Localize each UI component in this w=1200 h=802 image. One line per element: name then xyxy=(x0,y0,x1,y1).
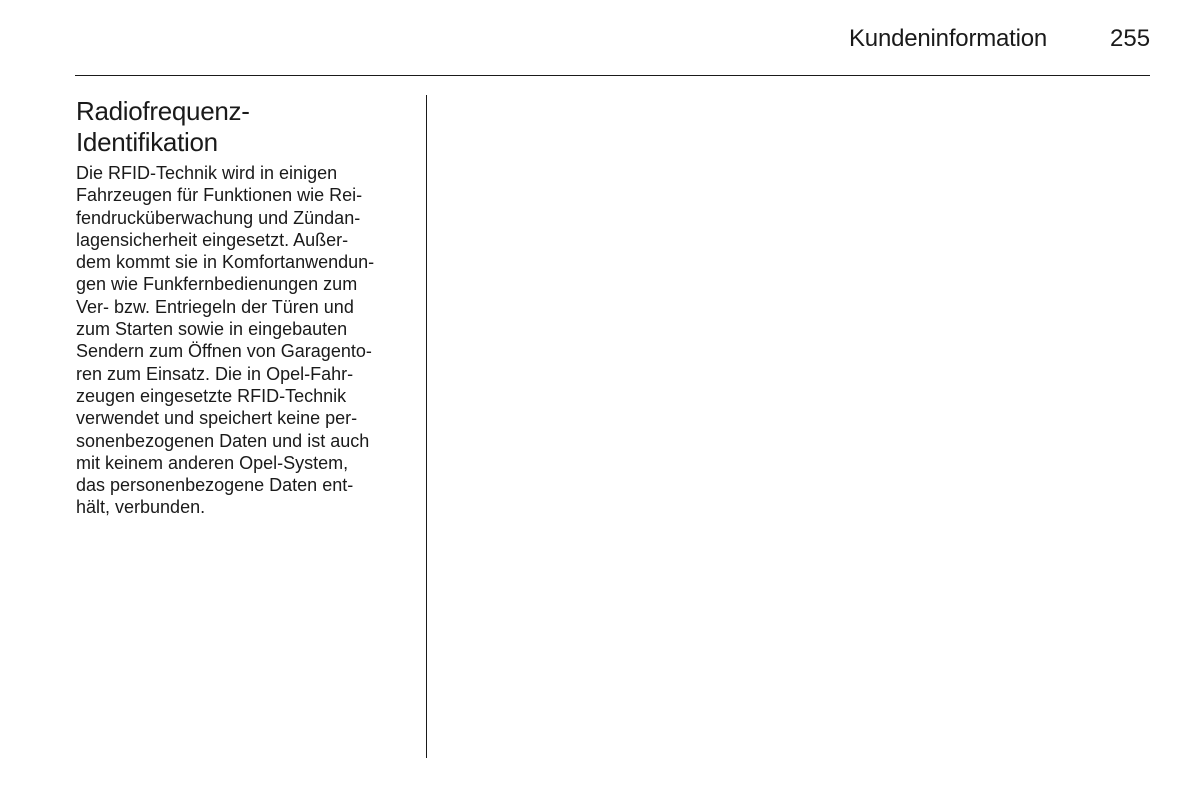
body-line: ren zum Einsatz. Die in Opel-Fahr- xyxy=(76,363,354,384)
body-line: Sendern zum Öffnen von Garagento- xyxy=(76,341,372,362)
body-line: sonenbezogenen Daten und ist auch xyxy=(76,430,370,451)
column-divider xyxy=(426,95,427,758)
body-line: gen wie Funkfernbedienungen zum xyxy=(76,274,358,295)
body-line: hält, verbunden. xyxy=(76,497,206,518)
body-line: dem kommt sie in Komfortanwendun- xyxy=(76,252,375,273)
body-line: fendrucküberwachung und Zündan- xyxy=(76,207,361,228)
body-line: Die RFID-Technik wird in einigen xyxy=(76,163,338,183)
body-line: Ver- bzw. Entriegeln der Türen und xyxy=(76,296,354,317)
body-line: zeugen eingesetzte RFID-Technik xyxy=(76,385,347,406)
body-line: Fahrzeugen für Funktionen wie Rei- xyxy=(76,185,363,206)
section-heading-line: Identifikation xyxy=(76,127,218,157)
section-heading-line: Radiofrequenz- xyxy=(76,96,250,126)
header-divider xyxy=(75,75,1150,76)
page-number: 255 xyxy=(1110,25,1151,52)
body-paragraph xyxy=(76,162,374,519)
header-section-title: Kundeninformation xyxy=(849,25,1048,52)
body-line: das personenbezogene Daten ent- xyxy=(76,475,354,496)
section-heading xyxy=(76,96,250,158)
body-line: lagensicherheit eingesetzt. Außer- xyxy=(76,229,349,250)
body-line: zum Starten sowie in eingebauten xyxy=(76,319,348,340)
body-line: mit keinem anderen Opel-System, xyxy=(76,452,349,473)
body-line: verwendet und speichert keine per- xyxy=(76,408,358,429)
